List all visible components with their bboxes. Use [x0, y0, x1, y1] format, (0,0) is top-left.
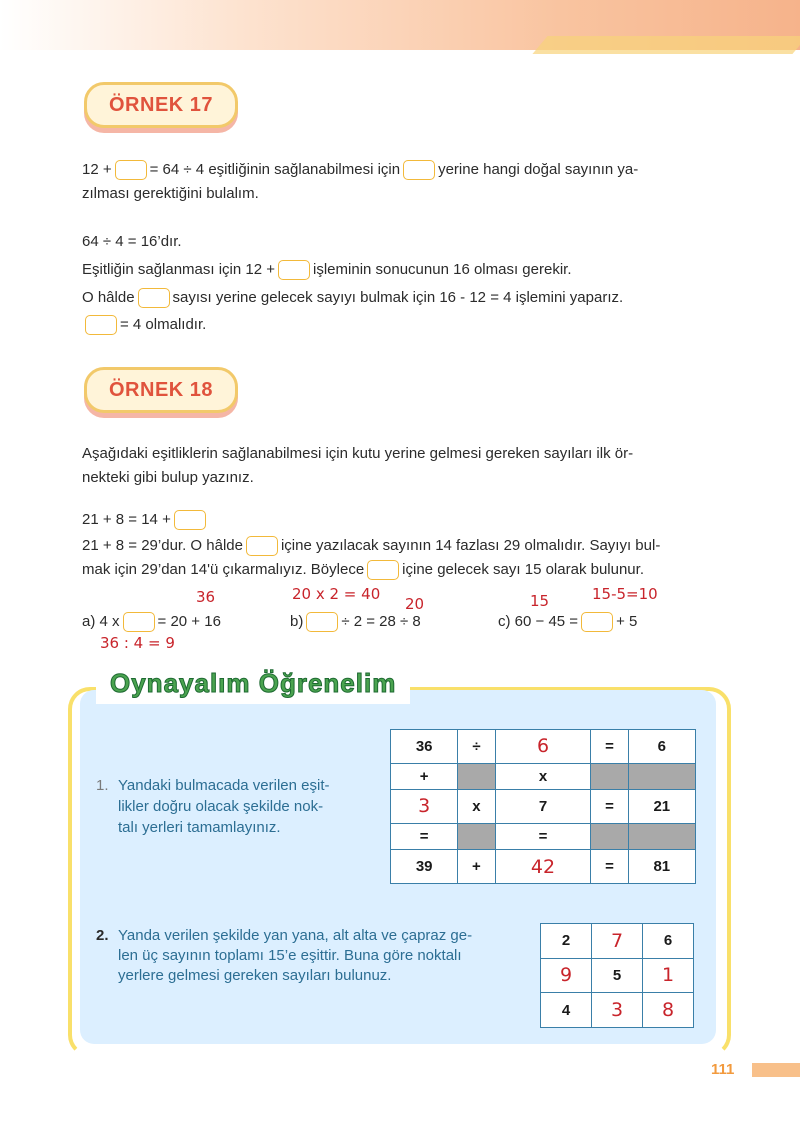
handwriting-a-bottom: 36 : 4 = 9 — [100, 634, 175, 652]
top-decoration-stripe — [532, 36, 800, 54]
answer-box — [306, 612, 338, 632]
puzzle1-cell: = — [591, 850, 628, 884]
puzzle1-cell: 7 — [495, 790, 591, 824]
example-18-title: ÖRNEK 18 — [109, 378, 214, 401]
q2-text — [96, 926, 473, 946]
answer-box — [138, 288, 170, 308]
question-c — [498, 612, 637, 632]
qa-post: = 20 + 16 — [157, 613, 221, 630]
magic-square-grid — [540, 923, 694, 1028]
ex17-l1a: 12 + — [82, 161, 112, 178]
magic-square-cell: 5 — [592, 958, 643, 993]
ex17-l4a: Eşitliğin sağlanması için 12 + — [82, 261, 276, 278]
handwriting-a-top: 36 — [196, 588, 216, 606]
ex18-line-4 — [82, 536, 660, 556]
ex17-line-6 — [82, 315, 206, 335]
puzzle1-cell: + — [391, 763, 458, 789]
qc-post: + 5 — [616, 613, 638, 630]
handwriting-c-top: 15 — [530, 592, 550, 610]
puzzle1-cell: ÷ — [458, 730, 495, 764]
q2-number: 2. — [96, 927, 109, 944]
q1-line-2: likler doğru olacak şekilde nok- — [118, 798, 324, 815]
puzzle1-cell: = — [391, 823, 458, 849]
answer-box — [115, 160, 147, 180]
example-17-badge — [84, 82, 238, 128]
ex18-l3: 21 + 8 = 14 + — [82, 511, 171, 528]
puzzle1-cell: 21 — [628, 790, 695, 824]
puzzle1-cell: 6 — [628, 730, 695, 764]
answer-box — [123, 612, 155, 632]
ex17-line-1 — [82, 160, 638, 180]
ex17-line-5 — [82, 288, 623, 308]
example-18-badge — [84, 367, 238, 413]
puzzle1-blank-cell — [591, 763, 628, 789]
puzzle1-cell: 81 — [628, 850, 695, 884]
activity-title: Oynayalım Öğrenelim — [96, 662, 410, 704]
q2-line-2: len üç sayının toplamı 15’e eşittir. Buna göre noktalı — [118, 947, 462, 964]
ex18-line-2: nekteki gibi bulup yazınız. — [82, 469, 254, 486]
puzzle1-cell: 39 — [391, 850, 458, 884]
ex17-l1b: = 64 ÷ 4 eşitliğinin sağlanabilmesi için — [149, 161, 401, 178]
q1-line-3: talı yerleri tamamlayınız. — [118, 819, 281, 836]
puzzle1-cell: + — [458, 850, 495, 884]
q1-number: 1. — [96, 777, 109, 794]
puzzle1-blank-cell — [458, 823, 495, 849]
handwriting-b-mid: 20 — [405, 595, 425, 613]
answer-box — [367, 560, 399, 580]
puzzle1-cell: x — [458, 790, 495, 824]
magic-square-cell: 2 — [541, 924, 592, 959]
answer-box — [403, 160, 435, 180]
page-number-bar — [752, 1063, 800, 1077]
ex17-l5b: sayısı yerine gelecek sayıyı bulmak için 16 - 12 = 4 işlemini yaparız. — [172, 289, 624, 306]
puzzle1-cell: = — [495, 823, 591, 849]
magic-square-cell: 4 — [541, 993, 592, 1028]
ex18-l4a: 21 + 8 = 29’dur. O hâlde — [82, 537, 243, 554]
puzzle1-cell: x — [495, 763, 591, 789]
ex18-line-5 — [82, 560, 644, 580]
ex17-l5a: O hâlde — [82, 289, 135, 306]
answer-box — [581, 612, 613, 632]
page-number: 111 — [711, 1061, 735, 1078]
q2-line-1: Yanda verilen şekilde yan yana, alt alta ve çapraz ge- — [118, 927, 473, 944]
puzzle1-cell: 36 — [391, 730, 458, 764]
ex18-line-1: Aşağıdaki eşitliklerin sağlanabilmesi için kutu yerine gelmesi gereken sayıları ilk ör- — [82, 445, 634, 462]
ex17-l6: = 4 olmalıdır. — [120, 316, 207, 333]
ex18-l4b: içine yazılacak sayının 14 fazlası 29 olmalıdır. Sayıyı bul- — [280, 537, 661, 554]
puzzle1-answer-cell[interactable]: 42 — [495, 850, 591, 884]
qb-post: ÷ 2 = 28 ÷ 8 — [341, 613, 421, 630]
magic-square-answer-cell[interactable]: 8 — [643, 993, 694, 1028]
qa-pre: a) 4 x — [82, 613, 120, 630]
ex18-l5b: içine gelecek sayı 15 olarak bulunur. — [402, 561, 644, 578]
puzzle1-blank-cell — [458, 763, 495, 789]
example-17-title: ÖRNEK 17 — [109, 93, 214, 116]
ex17-line-2: zılması gerektiğini bulalım. — [82, 185, 259, 202]
puzzle1-blank-cell — [628, 763, 695, 789]
ex17-line-4 — [82, 260, 572, 280]
magic-square-answer-cell[interactable]: 1 — [643, 958, 694, 993]
puzzle1-answer-cell[interactable]: 6 — [495, 730, 591, 764]
ex18-l5a: mak için 29’dan 14'ü çıkarmalıyız. Böylece — [82, 561, 365, 578]
ex18-line-3 — [82, 510, 209, 530]
magic-square-cell: 6 — [643, 924, 694, 959]
qc-pre: c) 60 − 45 = — [498, 613, 579, 630]
puzzle1-blank-cell — [591, 823, 628, 849]
answer-box — [246, 536, 278, 556]
qb-pre: b) — [290, 613, 304, 630]
ex17-l1c: yerine hangi doğal sayının ya- — [438, 161, 639, 178]
puzzle1-answer-cell[interactable]: 3 — [391, 790, 458, 824]
q1-text — [96, 776, 330, 796]
magic-square-answer-cell[interactable]: 9 — [541, 958, 592, 993]
question-a — [82, 612, 221, 632]
magic-square-answer-cell[interactable]: 7 — [592, 924, 643, 959]
handwriting-b-top: 20 x 2 = 40 — [292, 585, 381, 603]
handwriting-c-work: 15-5=10 — [592, 585, 658, 603]
puzzle-1-grid — [390, 729, 696, 884]
puzzle1-blank-cell — [628, 823, 695, 849]
answer-box — [85, 315, 117, 335]
answer-box — [174, 510, 206, 530]
puzzle1-cell: = — [591, 730, 628, 764]
puzzle1-cell: = — [591, 790, 628, 824]
ex17-line-3: 64 ÷ 4 = 16’dır. — [82, 233, 182, 250]
answer-box — [278, 260, 310, 280]
question-b — [290, 612, 421, 632]
q2-line-3: yerlere gelmesi gereken sayıları bulunuz. — [118, 967, 392, 984]
magic-square-answer-cell[interactable]: 3 — [592, 993, 643, 1028]
q1-line-1: Yandaki bulmacada verilen eşit- — [118, 777, 330, 794]
ex17-l4b: işleminin sonucunun 16 olması gerekir. — [313, 261, 572, 278]
